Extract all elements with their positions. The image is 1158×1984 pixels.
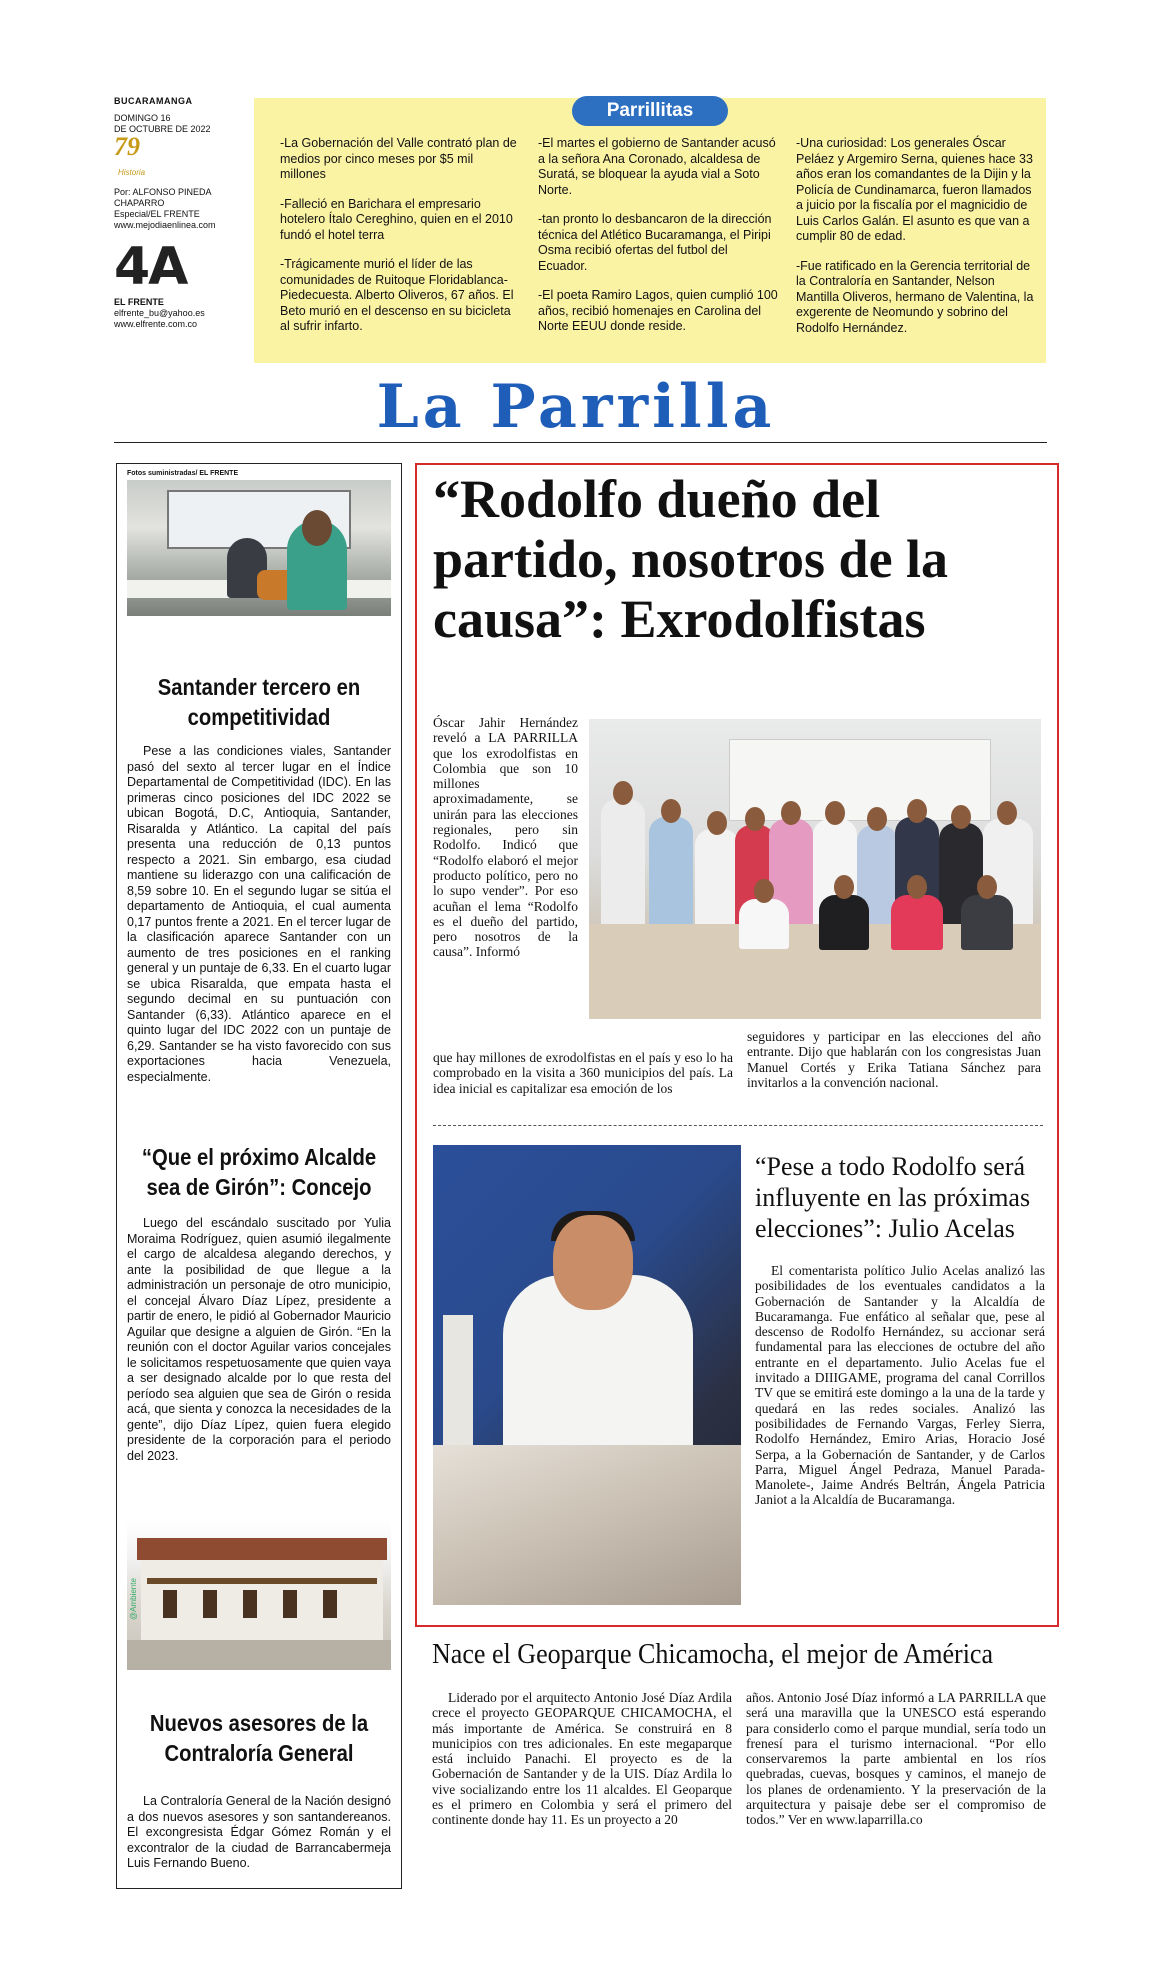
photo-detail — [729, 739, 991, 821]
story-title: Nuevos asesores de la Contraloría General — [149, 1710, 369, 1766]
dashed-divider — [433, 1125, 1043, 1126]
brief: -Fue ratificado en la Gerencia territorial de la Contraloría en Santander, Nelson Mantilla Oliveros, hermano de Valentina, la exgerente de Neomundo y sobrino del Rodolfo Hernández. — [796, 258, 1034, 335]
office-photo — [127, 480, 391, 616]
photo-detail — [613, 781, 633, 805]
photo-detail — [834, 875, 854, 899]
group-photo — [589, 719, 1041, 1019]
parrillitas-box — [254, 98, 1046, 363]
photo-detail — [137, 1538, 387, 1560]
photo-detail — [907, 875, 927, 899]
brief: -El martes el gobierno de Santander acusó a la señora Ana Coronado, alcaldesa de Suratá, se bloquear la ayuda vial a Soto Norte. — [538, 136, 776, 197]
photo-detail — [601, 799, 645, 939]
brief: -tan pronto lo desbancaron de la dirección técnica del Atlético Bucaramanga, el Piripi Osma recibió ofertas del futbol del Ecuador. — [538, 212, 772, 273]
story-title: “Que el próximo Alcalde sea de Girón”: Concejo — [141, 1144, 377, 1200]
contact-site: www.elfrente.com.co — [114, 319, 198, 329]
author-line-1: Por: ALFONSO PINEDA — [114, 187, 212, 197]
anniversary-word: Historia — [118, 168, 146, 177]
photo-detail — [323, 1590, 337, 1618]
anniversary-logo — [114, 132, 174, 179]
photo-detail — [553, 1215, 633, 1310]
photo-detail — [302, 510, 332, 546]
photo-watermark: @Ambiente — [129, 1578, 138, 1620]
sidebar-column — [116, 463, 402, 1889]
geoparque-text-left: Liderado por el arquitecto Antonio José Díaz Ardila crece el proyecto GEOPARQUE CHICAMOCHA, el más importante de América. Se construirá en 8 municipios con tres adicionales. En este megaparque está incluido Panachi. El proyecto es de la Gobernación de Santander y de la UIS. Díaz Ardila lo vive socializando entre los 11 alcaldes. El Geoparque es el primero en Colombia y será el primero del continente donde hay 11. Es un proyecto a 20 — [432, 1690, 732, 1828]
photo-detail — [141, 1560, 383, 1643]
author-line-2: CHAPARRO — [114, 198, 165, 208]
story-body: Pese a las condiciones viales, Santander pasó del sexto al tercer lugar en el Índice Departamental de Competitividad (IDC). En las primeras cinco posiciones del IDC 2022 se ubican Bogotá, D.C, Antioquia, Santander, Risaralda y Atlántico. La capital del país presenta una reducción de 0,13 puntos respecto a 2021. Sin embargo, esa ciudad mantiene su liderazgo con una calificación de 8,59 sobre 10. En el segundo lugar se sitúa el departamento de Antioquia, el cual aumenta 0,17 puntos frente a 2021. En el tercer lugar de la clasificación aparece Santander con un aumento de tres posiciones en el ranking general y un puntaje de 6,33. En el cuarto lugar se ubica Risaralda, que empata hasta el segundo decimal en su puntuación con Santander (6,33). Atlántico aparece en el quinto lugar del IDC 2022 con un puntaje de 6,29. Santander se ha visto favorecido con sus exportaciones hacia Venezuela, especialmente. — [127, 744, 391, 1084]
header-info — [114, 96, 244, 330]
photo-detail — [745, 807, 765, 831]
photo-detail — [707, 811, 727, 835]
page-number: 4A — [114, 237, 187, 297]
anniversary-number: 79 — [114, 132, 140, 161]
feature-story-box — [415, 463, 1059, 1627]
geoparque-text-right: años. Antonio José Díaz informó a LA PARRILLA que será una maravilla que la UNESCO está esperando para considerlo como el parque mundial, sería todo un frenesí para el turismo internacional. “Por ello conservaremos la parte ambiental en los ríos quebradas, cuevas, bosques y caminos, el manejo de los planes de ordenamiento. Y la preservación de la arquitectura y paisaje debe ser el compromiso de todos.” Ver en www.laparrilla.co — [746, 1690, 1046, 1828]
photo-detail — [867, 807, 887, 831]
story-body: La Contraloría General de la Nación designó a dos nuevos asesores y son santandereanos. El excongresista Édgar Gómez Román y el excontralor de la ciudad de Barrancabermeja Luis Fernando Bueno. — [127, 1794, 391, 1870]
date-line-2: DE OCTUBRE DE 2022 — [114, 124, 211, 134]
photo-detail — [283, 1590, 297, 1618]
brief: -La Gobernación del Valle contrató plan de medios por cinco meses por $5 mil millones — [280, 136, 517, 181]
photo-detail — [127, 1640, 391, 1670]
photo-credit: Fotos suministradas/ EL FRENTE — [127, 470, 239, 477]
photo-detail — [203, 1590, 217, 1618]
story-title: Santander tercero en competitividad — [157, 674, 361, 730]
feature-text-bottom-right: seguidores y participar en las elecciones del año entrante. Dijo que hablarán con los congresistas Juan Manuel Cortés y Erika Tatiana Sánchez para invitarlos a la convención nacional. — [747, 1029, 1041, 1090]
julio-acelas-photo — [433, 1145, 741, 1605]
julio-body: El comentarista político Julio Acelas analizó las posibilidades de los eventuales candidatos a la Gobernación de Santander y la Alcaldía de Bucaramanga. Fue enfático al señalar que, pese al descenso de Rodolfo Hernández, su accionar será fundamental para las elecciones de octubre del año entrante en el departamento. Julio Acelas fue el invitado a DIIIGAME, programa del canal Corrillos TV que se emitirá este domingo a la una de la tarde y quedará en las redes sociales. Analizó las posibilidades de Fernando Vargas, Ferley Sierra, Rodolfo Hernández, Emiro Arias, Horacio José Serpa, a la Gobernación de Santander, y de Carlos Parra, Miguel Ángel Pedraza, Manuel Parada-Manolete-, Jaime Andrés Beltrán, Ángela Patricia Janiot a la Alcaldía de Bucaramanga. — [755, 1263, 1045, 1508]
feature-text-bottom-left: que hay millones de exrodolfistas en el país y eso lo ha comprobado en la visita a 360 municipios del país. La idea inicial es capitalizar esa emoción de los — [433, 1050, 733, 1096]
author-line-3: Especial/EL FRENTE — [114, 209, 200, 219]
city-label: BUCARAMANGA — [114, 96, 193, 106]
feature-headline: “Rodolfo dueño del partido, nosotros de la causa”: Exrodolfistas — [433, 469, 949, 649]
photo-detail — [961, 895, 1013, 950]
brief: -Trágicamente murió el líder de las comunidades de Ruitoque Floridablanca-Piedecuesta. Alberto Oliveros, 67 años. El Beto murió en el descenso en su bicicleta al sufrir infarto. — [280, 257, 514, 333]
photo-detail — [825, 801, 845, 825]
brief: -El poeta Ramiro Lagos, quien cumplió 100 años, recibió homenajes en Carolina del Norte EEUU donde reside. — [538, 288, 778, 333]
photo-detail — [739, 899, 789, 949]
photo-detail — [163, 1590, 177, 1618]
feature-text-left: Óscar Jahir Hernández reveló a LA PARRILLA que los exrodolfistas en Colombia que son 10 millones aproximadamente, se unirán para las elecciones regionales, pero sin Rodolfo. Indicó que “Rodolfo elaboró el mejor producto político, pero no lo supo vender”. Por eso acuñan el lema “Rodolfo es el dueño del partido, pero nosotros de la causa”. Informó — [433, 715, 578, 960]
photo-detail — [433, 1445, 741, 1605]
photo-detail — [907, 799, 927, 823]
geoparque-headline: Nace el Geoparque Chicamocha, el mejor de América — [432, 1639, 994, 1670]
parrillitas-column-1 — [280, 136, 520, 349]
parrillitas-title: Parrillitas — [572, 96, 728, 126]
divider — [114, 442, 1047, 443]
photo-detail — [754, 879, 774, 903]
author-site: www.mejodiaenlinea.com — [114, 220, 216, 230]
parrillitas-column-2 — [538, 136, 778, 349]
building-photo — [127, 1520, 391, 1670]
photo-detail — [819, 895, 869, 950]
photo-detail — [951, 805, 971, 829]
story-body: Luego del escándalo suscitado por Yulia Moraima Rodríguez, quien asumió ilegalmente el cargo de alcaldesa alegando derechos, y ante la posibilidad de que llegue a la administración un personaje de otro municipio, el concejal Álvaro Díaz Lípez, presidente a partir de enero, le pidió al Gobernador Mauricio Aguilar que designe a alguien de Girón. “En la reunión con el doctor Aguilar varios concejales le solicitamos respetuosamente que quien vaya a ser designado alcalde por lo que resta del período sea alguien que sea de Girón o resida acá, que sienta y conozca la necesidades de la gente”, dijo Díaz Lípez, quien fuera elegido presidente de la corporación para el periodo del 2023. — [127, 1216, 391, 1463]
brand-label: EL FRENTE — [114, 297, 164, 307]
photo-detail — [977, 875, 997, 899]
photo-detail — [891, 895, 943, 950]
parrillitas-column-3 — [796, 136, 1036, 350]
date-line-1: DOMINGO 16 — [114, 113, 171, 123]
contact-email: elfrente_bu@yahoo.es — [114, 308, 205, 318]
brief: -Una curiosidad: Los generales Óscar Peláez y Argemiro Serna, quienes hace 33 años eran los comandantes de la Dijin y la Policía de Cundinamarca, fueron llamados a juicio por la fiscalía por el magnicidio de Luis Carlos Galán. El asunto es que van a cumplir 80 de edad. — [796, 136, 1033, 243]
brief: -Falleció en Barichara el empresario hotelero Ítalo Cereghino, quien en el 2010 fundó el hotel terra — [280, 196, 513, 242]
photo-detail — [443, 1315, 473, 1445]
photo-detail — [243, 1590, 257, 1618]
photo-detail — [781, 801, 801, 825]
photo-detail — [997, 801, 1017, 825]
photo-detail — [661, 799, 681, 823]
masthead: La Parrilla — [376, 372, 776, 442]
julio-headline: “Pese a todo Rodolfo será influyente en las próximas elecciones”: Julio Acelas — [755, 1152, 1031, 1243]
photo-detail — [147, 1578, 377, 1584]
